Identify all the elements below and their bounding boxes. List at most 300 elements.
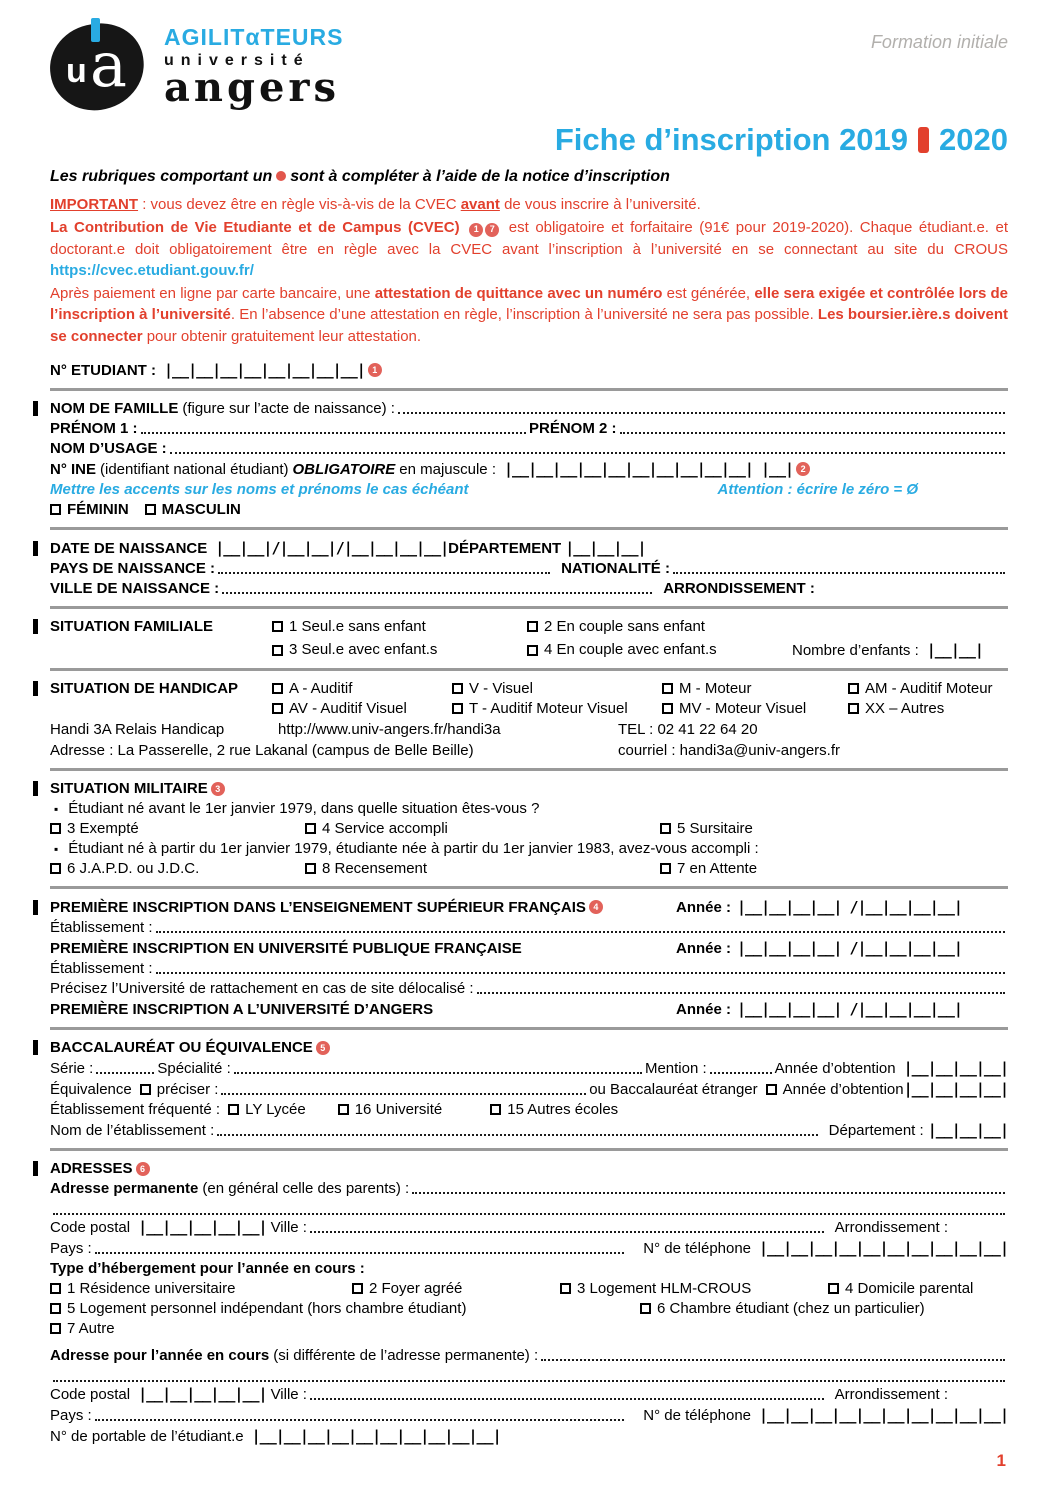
nom-etablissement-field[interactable]	[217, 1134, 817, 1136]
inscription-angers-row	[50, 1000, 1008, 1018]
checkbox-icon[interactable]	[352, 1283, 363, 1294]
separator	[50, 1148, 1008, 1151]
section-bar-icon	[33, 781, 38, 796]
option-residence-universitaire[interactable]	[50, 1280, 352, 1297]
inscription-univ-row	[50, 939, 1008, 957]
portable-row	[50, 1427, 1008, 1445]
ville-label: Ville :	[270, 1386, 307, 1404]
option-label: 4 Domicile parental	[845, 1280, 974, 1298]
bac-nom-etablissement-row	[50, 1121, 1008, 1139]
annee-label: Année :	[676, 1001, 732, 1019]
checkbox-icon[interactable]	[640, 1303, 651, 1314]
rubriques-post: sont à compléter à l’aide de la notice d’inscription	[290, 168, 670, 185]
checkbox-icon[interactable]	[272, 703, 283, 714]
naissance-section	[50, 539, 1008, 597]
notice-marker: 1	[368, 363, 382, 377]
etab-frequente-label: Établissement fréquenté :	[50, 1101, 221, 1119]
notice-marker: 1	[469, 223, 483, 237]
militaire-question-1	[50, 800, 1008, 817]
handi3a-tel: TEL : 02 41 22 64 20	[618, 721, 758, 739]
mention-field[interactable]	[710, 1072, 772, 1074]
ine-obligatoire: OBLIGATOIRE	[292, 461, 396, 479]
separator	[50, 1027, 1008, 1030]
section-bar-icon	[33, 541, 38, 556]
option-couple-avec-enfants[interactable]	[527, 641, 792, 659]
option-label: 2 Foyer agréé	[369, 1280, 463, 1298]
nom-usage-label: NOM D’USAGE :	[50, 440, 167, 458]
option-label: FÉMININ	[67, 501, 129, 519]
section-bar-icon	[33, 401, 38, 416]
pays-field[interactable]	[95, 1419, 625, 1421]
option-logement-hlm-crous[interactable]	[560, 1280, 828, 1297]
option-chambre-etudiant[interactable]	[640, 1300, 1008, 1317]
option-auditif-moteur-visuel[interactable]	[452, 700, 662, 717]
bac-equivalence-row	[50, 1080, 1008, 1098]
important-avant: avant	[460, 196, 500, 213]
departement-label: DÉPARTEMENT	[448, 540, 562, 558]
bac-title-row	[50, 1039, 1008, 1056]
option-label: A - Auditif	[289, 680, 353, 698]
important-mid: : vous devez être en règle vis-à-vis de la CVEC	[142, 196, 457, 213]
etablissement-row-2	[50, 960, 1008, 977]
pays-tel-row-2	[50, 1406, 1008, 1424]
departement-boxes[interactable]: |__|__|__|	[565, 539, 646, 558]
handicap-row-2	[272, 700, 1008, 717]
paiement-text-1: Après paiement en ligne par carte bancaire, une	[50, 285, 371, 303]
hebergement-title: Type d’hébergement pour l’année en cours :	[50, 1260, 365, 1278]
option-label: 1 Seul.e sans enfant	[289, 618, 426, 636]
university-logo	[50, 18, 150, 110]
option-moteur[interactable]	[662, 680, 848, 697]
checkbox-icon[interactable]	[766, 1084, 777, 1095]
brand-angers: angers	[164, 64, 341, 112]
option-couple-sans-enfant[interactable]	[527, 618, 1008, 635]
obtention-boxes[interactable]: |__|__|__|__|	[903, 1059, 1008, 1078]
obtention2-label: Année d’obtention	[782, 1081, 904, 1099]
paiement-text-4: pour obtenir gratuitement leur attestation.	[146, 327, 422, 345]
checkbox-icon[interactable]	[50, 1303, 61, 1314]
situation-familiale-title: SITUATION FAMILIALE	[50, 618, 214, 636]
situation-handicap-section	[50, 680, 1008, 759]
pays-tel-row-1	[50, 1239, 1008, 1257]
nombre-enfants-label: Nombre d’enfants :	[792, 642, 919, 660]
nombre-enfants	[792, 641, 1008, 659]
specialite-field[interactable]	[234, 1072, 642, 1074]
checkbox-icon[interactable]	[305, 863, 316, 874]
checkbox-icon[interactable]	[660, 863, 671, 874]
ville-label: Ville :	[270, 1219, 307, 1237]
section-bar-icon	[33, 619, 38, 634]
identite-section	[50, 400, 1008, 518]
nationalite-label: NATIONALITÉ :	[561, 560, 670, 578]
paiement-bold-1: attestation de quittance avec un numéro	[374, 285, 663, 303]
option-exempte[interactable]	[50, 820, 305, 837]
adresse-annee-row	[50, 1347, 1008, 1364]
checkbox-icon[interactable]	[50, 863, 61, 874]
arrondissement-label: Arrondissement :	[834, 1386, 948, 1404]
nom-etablissement-label: Nom de l’établissement :	[50, 1122, 215, 1140]
cvec-paragraph	[50, 217, 1008, 281]
premiere-inscription-section	[50, 898, 1008, 1018]
important-end: de vous inscrire à l’université.	[504, 196, 701, 213]
checkbox-icon[interactable]	[272, 683, 283, 694]
militaire-options-1	[50, 820, 1008, 837]
baccalaureat-section	[50, 1039, 1008, 1139]
brand-block	[164, 18, 344, 112]
numero-etudiant-label: N° ETUDIANT :	[50, 362, 156, 380]
code-postal-label: Code postal	[50, 1386, 131, 1404]
portable-boxes[interactable]: |__|__|__|__|__|__|__|__|__|__|	[251, 1427, 501, 1446]
option-label: 3 Logement HLM-CROUS	[577, 1280, 752, 1298]
option-autres[interactable]	[848, 700, 1008, 717]
checkbox-icon[interactable]	[50, 823, 61, 834]
date-naissance-label: DATE DE NAISSANCE	[50, 540, 208, 558]
paiement-paragraph	[50, 283, 1008, 347]
ine-boxes[interactable]: |__|__|__|__|__|__|__|__|__|__|	[503, 460, 753, 479]
etablissement-field[interactable]	[156, 972, 1005, 974]
option-label: 3 Seul.e avec enfant.s	[289, 641, 438, 659]
numero-etudiant-boxes[interactable]: |__|__|__|__|__|__|__|__|	[164, 361, 365, 380]
separator	[50, 388, 1008, 391]
annee-label: Année :	[676, 940, 732, 958]
option-en-attente[interactable]	[660, 860, 1008, 877]
pays-naissance-row	[50, 560, 1008, 577]
red-dot-icon	[276, 171, 286, 181]
checkbox-icon[interactable]	[660, 823, 671, 834]
date-naissance-boxes[interactable]: |__|__|/|__|__|/|__|__|__|__|	[215, 539, 449, 558]
familiale-row-1	[50, 618, 1008, 635]
option-visuel[interactable]	[452, 680, 662, 697]
notice-marker: 6	[136, 1162, 150, 1176]
notice-marker: 3	[211, 782, 225, 796]
checkbox-icon[interactable]	[50, 1323, 61, 1334]
etablissement-label: Établissement :	[50, 919, 153, 937]
checkbox-icon[interactable]	[140, 1084, 151, 1095]
nom-usage-row	[50, 440, 1008, 457]
option-auditif-moteur[interactable]	[848, 680, 1008, 697]
bac-departement-label: Département :	[828, 1122, 924, 1140]
option-seul-sans-enfant[interactable]	[272, 618, 527, 635]
option-label: 6 J.A.P.D. ou J.D.C.	[67, 860, 200, 878]
obtention2-boxes[interactable]: |__|__|__|__|	[903, 1080, 1008, 1099]
checkbox-icon[interactable]	[452, 703, 463, 714]
situation-militaire-section	[50, 780, 1008, 877]
adresse-annee-field-2[interactable]	[53, 1368, 1005, 1382]
pays-label: Pays :	[50, 1240, 92, 1258]
checkbox-icon[interactable]	[50, 504, 61, 515]
adresse-permanente-field-2[interactable]	[53, 1201, 1005, 1215]
handi3a-row-2	[50, 742, 1008, 759]
annee-boxes[interactable]: |__|__|__|__| /|__|__|__|__|	[737, 939, 962, 958]
option-label: 5 Sursitaire	[677, 820, 753, 838]
prenoms-row	[50, 420, 1008, 437]
cvec-link[interactable]: https://cvec.etudiant.gouv.fr/	[50, 261, 254, 279]
pays-label: Pays :	[50, 1407, 92, 1425]
option-sursitaire[interactable]	[660, 820, 1008, 837]
checkbox-icon[interactable]	[828, 1283, 839, 1294]
checkbox-icon[interactable]	[662, 683, 673, 694]
rattachement-label: Précisez l’Université de rattachement en cas de site délocalisé :	[50, 980, 474, 998]
option-label: LY Lycée	[245, 1101, 306, 1119]
option-service-accompli[interactable]	[305, 820, 660, 837]
rattachement-row	[50, 980, 1008, 997]
inscription-univ-title: PREMIÈRE INSCRIPTION EN UNIVERSITÉ PUBLIQUE FRANÇAISE	[50, 940, 522, 958]
option-label: 6 Chambre étudiant (chez un particulier)	[657, 1300, 925, 1318]
option-label: 2 En couple sans enfant	[544, 618, 705, 636]
adresse-permanente-label: Adresse permanente	[50, 1180, 199, 1198]
page-number: 1	[996, 1451, 1006, 1470]
adresses-title: ADRESSES	[50, 1160, 133, 1178]
accents-note-row	[50, 481, 1008, 498]
checkbox-icon[interactable]	[145, 504, 156, 515]
separator	[50, 886, 1008, 889]
title-text-2: 2020	[939, 122, 1008, 157]
telephone-label: N° de téléphone	[643, 1407, 752, 1425]
question-text: ▪ Étudiant né à partir du 1er janvier 1979, étudiante née à partir du 1er janvier 1983, avez-vous accompli :	[68, 840, 759, 858]
separator	[50, 606, 1008, 609]
option-domicile-parental[interactable]	[828, 1280, 1008, 1297]
bac-etablissement-row	[50, 1101, 1008, 1118]
option-recensement[interactable]	[305, 860, 660, 877]
nom-famille-label: NOM DE FAMILLE	[50, 400, 179, 418]
notice-marker: 4	[589, 900, 603, 914]
specialite-label: Spécialité :	[157, 1060, 231, 1078]
paiement-bold-2: elle sera exigée et contrôlée lors de l’inscription à l’université	[50, 285, 1008, 324]
adresse-annee-hint: (si différente de l’adresse permanente) :	[273, 1347, 539, 1365]
ville-naissance-label: VILLE DE NAISSANCE :	[50, 580, 220, 598]
militaire-title-row	[50, 780, 1008, 797]
option-seul-avec-enfants[interactable]	[272, 641, 527, 659]
etablissement-label: Établissement :	[50, 960, 153, 978]
hebergement-title-row	[50, 1260, 1008, 1277]
bac-serie-row	[50, 1059, 1008, 1077]
paiement-text-2: est générée,	[666, 285, 751, 303]
paiement-text-3: . En l’absence d’une attestation en règle, l’inscription à l’université ne sera pas possible.	[230, 306, 814, 324]
adresse-annee-label: Adresse pour l’année en cours	[50, 1347, 270, 1365]
title-red-bar-icon	[918, 127, 929, 153]
nom-famille-field[interactable]	[398, 412, 1005, 414]
handi3a-url-link[interactable]: http://www.univ-angers.fr/handi3a	[278, 721, 501, 739]
cvec-text: est obligatoire et forfaitaire (91€ pour 2019-2020). Chaque étudiant.e. et doctorant.e doit obligatoirement être en règle avec la CVEC avant l’inscription à l’université en se connectant au site du CROUS	[50, 219, 1009, 258]
nombre-enfants-boxes[interactable]: |__|__|	[926, 641, 983, 660]
nom-famille-hint: (figure sur l’acte de naissance) :	[182, 400, 395, 418]
zero-note: Attention : écrire le zéro = Ø	[717, 481, 918, 499]
equivalence-label: Équivalence	[50, 1081, 132, 1099]
prenom1-label: PRÉNOM 1 :	[50, 420, 138, 438]
cp-ville-row-2	[50, 1385, 1008, 1403]
annee-label: Année :	[676, 899, 732, 917]
bac-departement-boxes[interactable]: |__|__|__|	[927, 1121, 1008, 1140]
annee-boxes[interactable]: |__|__|__|__| /|__|__|__|__|	[737, 898, 962, 917]
checkbox-icon[interactable]	[560, 1283, 571, 1294]
ine-hint: (identifiant national étudiant)	[100, 461, 289, 479]
obtention-label: Année d’obtention	[774, 1060, 896, 1078]
section-bar-icon	[33, 1040, 38, 1055]
section-bar-icon	[33, 681, 38, 696]
option-universite[interactable]	[338, 1101, 443, 1118]
ville-naissance-row	[50, 580, 1008, 597]
ine-label: N° INE	[50, 461, 97, 479]
nationalite-field[interactable]	[673, 572, 1005, 574]
serie-field[interactable]	[96, 1072, 154, 1074]
handicap-row-1	[50, 680, 1008, 697]
prenom1-field[interactable]	[141, 432, 526, 434]
bac-etranger-label: ou Baccalauréat étranger	[589, 1081, 758, 1099]
brand-universite: université	[164, 52, 310, 69]
option-label: 5 Logement personnel indépendant (hors chambre étudiant)	[67, 1300, 467, 1318]
sexe-row	[50, 501, 1008, 518]
notice-marker: 5	[316, 1041, 330, 1055]
annee-boxes[interactable]: |__|__|__|__| /|__|__|__|__|	[737, 1000, 962, 1019]
adresses-title-row	[50, 1160, 1008, 1177]
checkbox-icon[interactable]	[338, 1104, 349, 1115]
option-auditif-visuel[interactable]	[272, 700, 452, 717]
option-lycee[interactable]	[228, 1101, 306, 1118]
handi3a-adresse: Adresse : La Passerelle, 2 rue Lakanal (campus de Belle Beille)	[50, 742, 474, 760]
code-postal-boxes[interactable]: |__|__|__|__|__|	[138, 1385, 267, 1404]
portable-label: N° de portable de l’étudiant.e	[50, 1428, 244, 1446]
notice-marker: 7	[485, 223, 499, 237]
telephone-boxes[interactable]: |__|__|__|__|__|__|__|__|__|__|	[759, 1406, 1008, 1425]
section-bar-icon	[33, 900, 38, 915]
code-postal-boxes[interactable]: |__|__|__|__|__|	[138, 1218, 267, 1237]
inscription-angers-title: PREMIÈRE INSCRIPTION A L’UNIVERSITÉ D’ANGERS	[50, 1001, 434, 1019]
option-japd-jdc[interactable]	[50, 860, 305, 877]
option-auditif[interactable]	[272, 680, 452, 697]
checkbox-icon[interactable]	[848, 683, 859, 694]
situation-militaire-title: SITUATION MILITAIRE	[50, 780, 208, 798]
hebergement-row-1	[50, 1280, 1008, 1297]
logo-letter-a: a	[90, 28, 127, 101]
militaire-options-2	[50, 860, 1008, 877]
numero-etudiant-row	[50, 361, 1008, 379]
separator	[50, 527, 1008, 530]
hebergement-row-3	[50, 1320, 1008, 1337]
accents-note: Mettre les accents sur les noms et prénoms le cas échéant	[50, 481, 469, 499]
nom-famille-row	[50, 400, 1008, 417]
militaire-question-2	[50, 840, 1008, 857]
option-moteur-visuel[interactable]	[662, 700, 848, 717]
ine-row	[50, 460, 1008, 478]
option-label: 15 Autres écoles	[507, 1101, 619, 1119]
important-label: IMPORTANT	[50, 196, 139, 213]
separator	[50, 768, 1008, 771]
option-label: 8 Recensement	[322, 860, 428, 878]
prenom2-field[interactable]	[620, 432, 1005, 434]
telephone-boxes[interactable]: |__|__|__|__|__|__|__|__|__|__|	[759, 1239, 1008, 1258]
formation-initiale-label: Formation initiale	[870, 32, 1008, 52]
separator	[50, 668, 1008, 671]
option-label: 4 En couple avec enfant.s	[544, 641, 717, 659]
handi3a-relais: Handi 3A Relais Handicap	[50, 721, 225, 739]
important-line	[50, 194, 1008, 215]
option-label: V - Visuel	[469, 680, 533, 698]
option-label: 7 Autre	[67, 1320, 115, 1338]
hebergement-row-2	[50, 1300, 1008, 1317]
checkbox-icon[interactable]	[490, 1104, 501, 1115]
rubriques-pre: Les rubriques comportant un	[50, 168, 273, 185]
checkbox-icon[interactable]	[662, 703, 673, 714]
adresse-permanente-field[interactable]	[412, 1192, 1005, 1194]
etablissement-field[interactable]	[156, 931, 1005, 933]
page-title	[50, 122, 1008, 158]
title-text-1: Fiche d’inscription 2019	[554, 122, 909, 157]
option-autre-hebergement[interactable]	[50, 1320, 115, 1337]
mention-label: Mention :	[644, 1060, 707, 1078]
checkbox-icon[interactable]	[272, 645, 283, 656]
pays-field[interactable]	[95, 1252, 625, 1254]
telephone-label: N° de téléphone	[643, 1240, 752, 1258]
ville-field[interactable]	[310, 1231, 824, 1233]
section-bar-icon	[33, 1161, 38, 1176]
pays-naissance-field[interactable]	[218, 572, 550, 574]
checkbox-icon[interactable]	[50, 1283, 61, 1294]
option-masculin[interactable]	[145, 501, 241, 518]
option-label: XX – Autres	[865, 700, 945, 718]
arrondissement-label: Arrondissement :	[834, 1219, 948, 1237]
handi3a-courriel[interactable]: courriel : handi3a@univ-angers.fr	[618, 742, 841, 760]
checkbox-icon[interactable]	[452, 683, 463, 694]
rattachement-field[interactable]	[477, 992, 1005, 994]
option-label: MASCULIN	[161, 501, 241, 519]
checkbox-icon[interactable]	[228, 1104, 239, 1115]
option-foyer-agree[interactable]	[352, 1280, 560, 1297]
option-label: 3 Exempté	[67, 820, 139, 838]
serie-label: Série :	[50, 1060, 94, 1078]
preciser-label: préciser :	[156, 1081, 219, 1099]
option-label: 16 Université	[354, 1101, 443, 1119]
checkbox-icon[interactable]	[527, 645, 538, 656]
checkbox-icon[interactable]	[848, 703, 859, 714]
option-label: AM - Auditif Moteur	[865, 680, 993, 698]
checkbox-icon[interactable]	[272, 621, 283, 632]
question-text: ▪ Étudiant né avant le 1er janvier 1979, dans quelle situation êtes-vous ?	[68, 800, 540, 818]
situation-handicap-title: SITUATION DE HANDICAP	[50, 680, 239, 698]
option-label: MV - Moteur Visuel	[679, 700, 807, 718]
checkbox-icon[interactable]	[305, 823, 316, 834]
adresse-annee-field[interactable]	[541, 1359, 1005, 1361]
etablissement-row-1	[50, 919, 1008, 936]
adresse-permanente-row	[50, 1180, 1008, 1197]
familiale-row-2	[272, 641, 1008, 659]
checkbox-icon[interactable]	[527, 621, 538, 632]
option-logement-personnel[interactable]	[50, 1300, 640, 1317]
ville-naissance-field[interactable]	[222, 592, 652, 594]
option-label: 1 Résidence universitaire	[67, 1280, 236, 1298]
code-postal-label: Code postal	[50, 1219, 131, 1237]
nom-usage-field[interactable]	[170, 452, 1005, 454]
paiement-bold-3: Les boursier.ière.s doivent se connecter	[50, 306, 1008, 345]
baccalaureat-title: BACCALAURÉAT OU ÉQUIVALENCE	[50, 1039, 313, 1057]
ine-suffix: en majuscule :	[399, 461, 496, 479]
option-feminin[interactable]	[50, 501, 129, 518]
adresse-permanente-hint: (en général celle des parents) :	[202, 1180, 410, 1198]
option-label: M - Moteur	[679, 680, 752, 698]
ine-key-box[interactable]: |__|	[760, 460, 794, 479]
preciser-field[interactable]	[221, 1093, 586, 1095]
option-label: 7 en Attente	[677, 860, 758, 878]
logo-letter-u: u	[66, 52, 87, 90]
inscription-sup-row	[50, 898, 1008, 916]
cvec-bold: La Contribution de Vie Etudiante et de Campus (CVEC)	[50, 219, 460, 237]
option-label: 4 Service accompli	[322, 820, 448, 838]
option-autres-ecoles[interactable]	[490, 1101, 618, 1118]
handi3a-row-1	[50, 721, 1008, 738]
prenom2-label: PRÉNOM 2 :	[529, 420, 617, 438]
adresses-section	[50, 1160, 1008, 1445]
ville-field[interactable]	[310, 1398, 824, 1400]
option-label: T - Auditif Moteur Visuel	[469, 700, 628, 718]
